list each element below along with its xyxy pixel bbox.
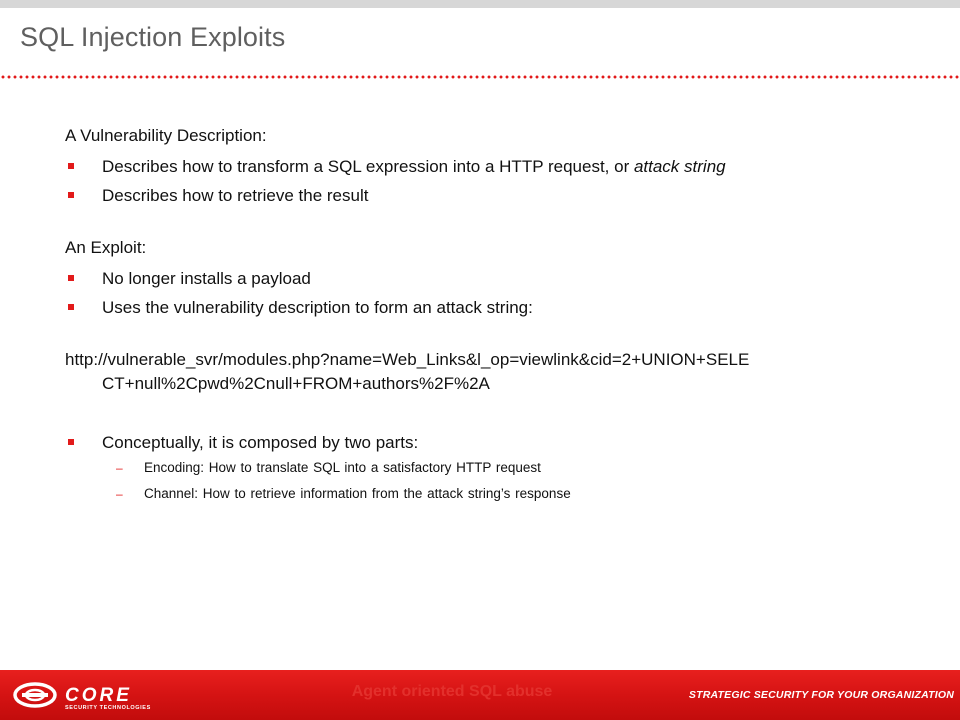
dash-marker-icon: – bbox=[116, 461, 123, 475]
attack-url-line2: CT+null%2Cpwd%2Cnull+FROM+authors%2F%2A bbox=[102, 374, 490, 393]
bullet-text: Describes how to retrieve the result bbox=[102, 186, 369, 205]
footer-bar bbox=[0, 670, 960, 720]
top-strip bbox=[0, 0, 960, 8]
dash-marker-icon: – bbox=[116, 487, 123, 501]
bullet-text: Uses the vulnerability description to form an attack string: bbox=[102, 298, 533, 317]
sub-bullet-text: Encoding: How to translate SQL into a satisfactory HTTP request bbox=[144, 460, 541, 475]
bullet-marker-icon bbox=[68, 192, 74, 198]
bullet-item bbox=[65, 298, 945, 320]
bullet-item bbox=[65, 269, 945, 291]
bullet-text: Conceptually, it is composed by two parts: bbox=[102, 433, 419, 452]
bullet-marker-icon bbox=[68, 275, 74, 281]
vulnerability-heading: A Vulnerability Description: bbox=[65, 126, 267, 145]
bullet-marker-icon bbox=[68, 304, 74, 310]
slide-title: SQL Injection Exploits bbox=[20, 22, 286, 52]
bullet-text: Describes how to transform a SQL expression into a HTTP request, or attack string bbox=[102, 157, 726, 176]
sub-bullet-item bbox=[116, 486, 916, 504]
bullet-item bbox=[65, 157, 945, 179]
attack-url bbox=[65, 348, 925, 396]
svg-text:CORE: CORE bbox=[65, 685, 132, 706]
title-divider bbox=[0, 75, 960, 79]
footer-presentation-title: Agent oriented SQL abuse bbox=[351, 683, 553, 700]
exploit-heading: An Exploit: bbox=[65, 238, 147, 257]
bullet-marker-icon bbox=[68, 439, 74, 445]
bullet-text: No longer installs a payload bbox=[102, 269, 311, 288]
sub-bullet-text: Channel: How to retrieve information from the attack string’s response bbox=[144, 486, 571, 501]
svg-text:SECURITY TECHNOLOGIES: SECURITY TECHNOLOGIES bbox=[65, 705, 151, 711]
bullet-item bbox=[65, 186, 945, 208]
bullet-marker-icon bbox=[68, 163, 74, 169]
footer-tagline: STRATEGIC SECURITY FOR YOUR ORGANIZATION bbox=[688, 689, 954, 701]
attack-url-line1: http://vulnerable_svr/modules.php?name=Web_Links&l_op=viewlink&cid=2+UNION+SELE bbox=[65, 350, 750, 369]
sub-bullet-item bbox=[116, 460, 916, 478]
bullet-item bbox=[65, 433, 945, 455]
